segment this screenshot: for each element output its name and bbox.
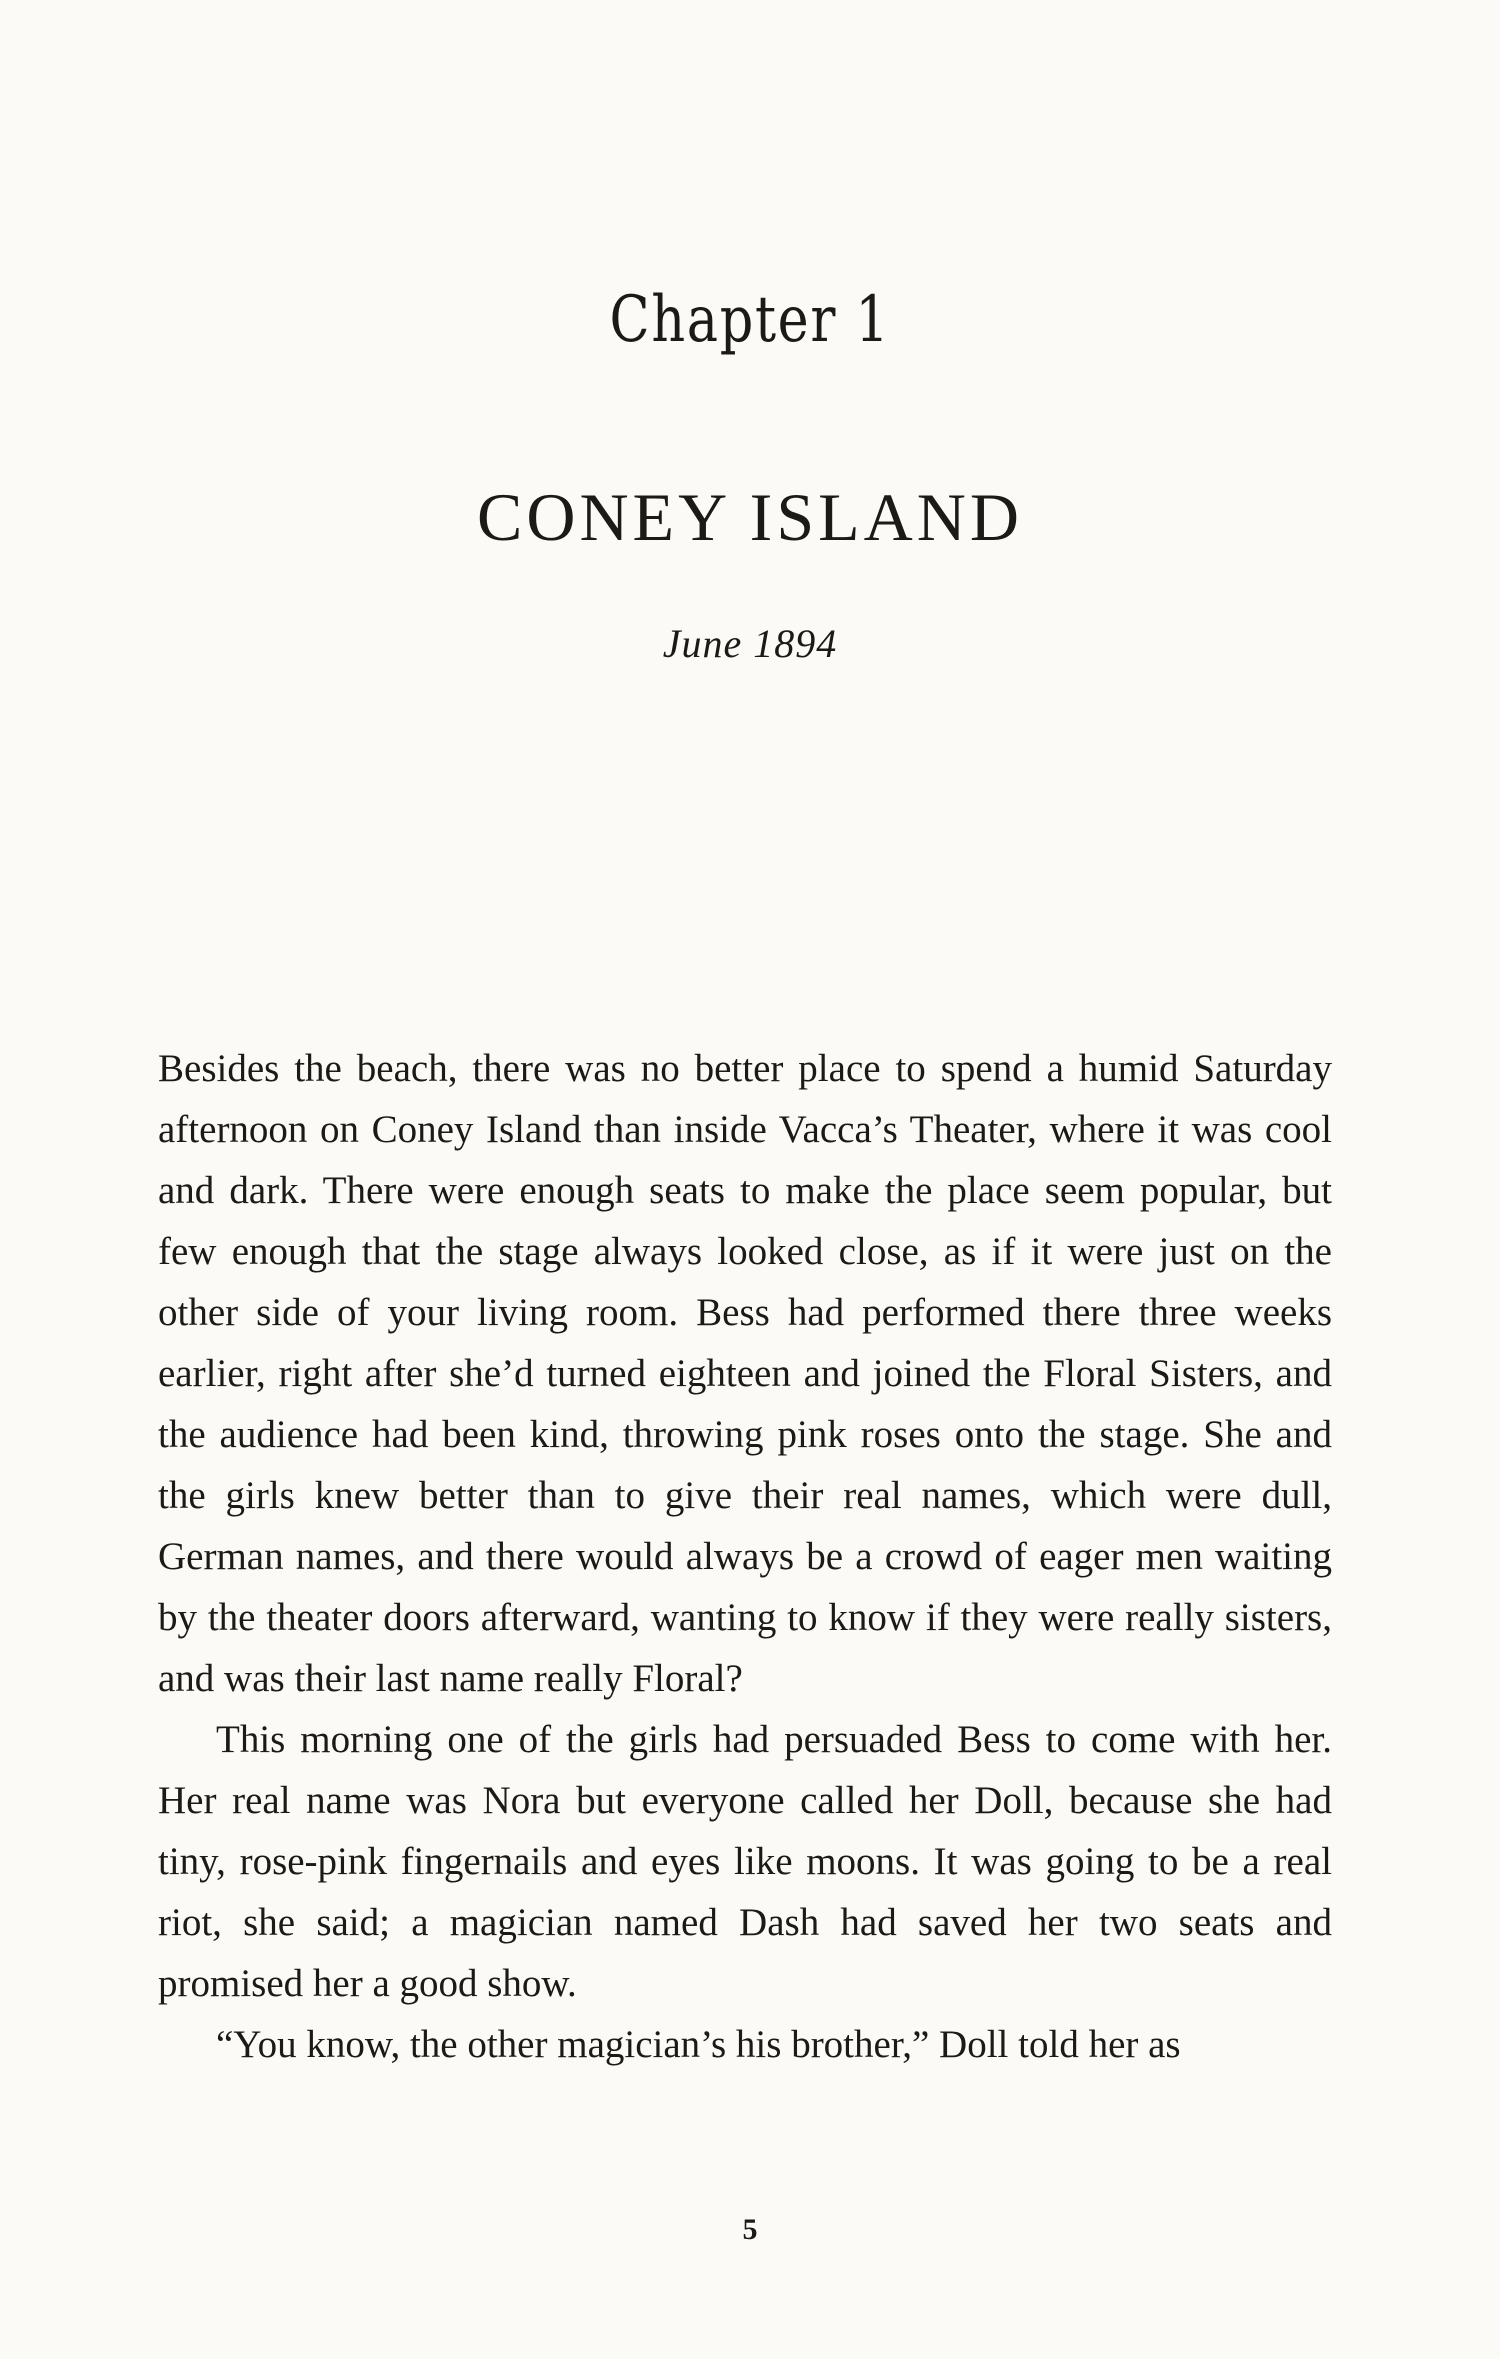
body-text xyxy=(158,1038,1332,2075)
chapter-label: Chapter 1 xyxy=(609,283,891,357)
chapter-title: CONEY ISLAND xyxy=(476,479,1023,555)
paragraph: “You know, the other magician’s his brother,” Doll told her as xyxy=(216,2023,1181,2066)
paragraph: Besides the beach, there was no better place to spend a humid Saturday afternoon on Coney Island than inside Vacca’s Theater, where it was cool and dark. There were enough seats to make the place seem popular, but few enough that the stage always looked close, as if it were just on the other side of your living room. Bess had performed there three weeks earlier, right after she’d turned eighteen and joined the Floral Sisters, and the audience had been kind, throwing pink roses onto the stage. She and the girls knew better than to give their real names, which were dull, German names, and there would always be a crowd of eager men waiting by the theater doors afterward, wanting to know if they were really sisters, and was their last name really Floral? xyxy=(158,1047,1332,1700)
page-number: 5 xyxy=(742,2213,758,2246)
chapter-date: June 1894 xyxy=(662,621,838,666)
paragraph: This morning one of the girls had persuaded Bess to come with her. Her real name was Nora but everyone called her Doll, because she had tiny, rose-pink fingernails and eyes like moons. It was going to be a real riot, she said; a magician named Dash had saved her two seats and promised her a good show. xyxy=(158,1718,1332,2005)
